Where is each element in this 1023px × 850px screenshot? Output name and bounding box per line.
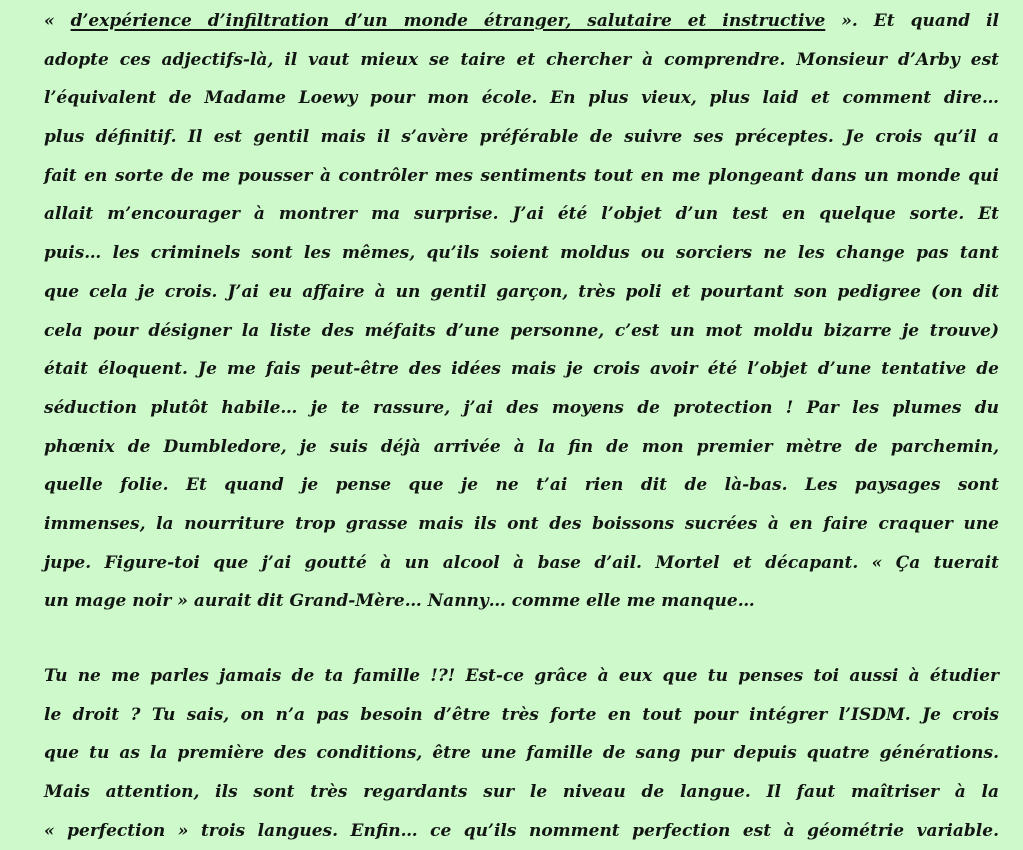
text-line: Mais attention, ils sont très regardants sur le niveau de langue. Il faut maîtriser à la [44,782,999,803]
text-line: l’équivalent de Madame Loewy pour mon école. En plus vieux, plus laid et comment dire… [44,88,999,109]
text-line: était éloquent. Je me fais peut-être des idées mais je crois avoir été l’objet d’une tentative de [44,359,999,380]
text-line: Tu ne me parles jamais de ta famille !?! Est-ce grâce à eux que tu penses toi aussi à étudier [44,666,999,686]
text-line: allait m’encourager à montrer ma surprise. J’ai été l’objet d’un test en quelque sorte. Et [44,204,999,225]
open-quote: « [44,11,71,31]
text-line: adopte ces adjectifs-là, il vaut mieux se taire et chercher à comprendre. Monsieur d’Arby est [44,49,999,70]
text-line: le droit ? Tu sais, on n’a pas besoin d’être très forte en tout pour intégrer l’ISDM. Je crois [44,704,999,725]
underlined-quotation: d’expérience d’infiltration d’un monde étranger, salutaire et instructive [70,11,826,31]
text-line: « perfection » trois langues. Enfin… ce qu’ils nomment perfection est à géométrie variable. [44,820,999,841]
text-line-last: un mage noir » aurait dit Grand-Mère… Nanny… comme elle me manque… [44,591,755,612]
text-line: puis… les criminels sont les mêmes, qu’ils soient moldus ou sorciers ne les change pas tant [44,243,999,264]
text-line: plus définitif. Il est gentil mais il s’avère préférable de suivre ses préceptes. Je crois qu’il a [44,127,999,148]
text-line: cela pour désigner la liste des méfaits d’une personne, c’est un mot moldu bizarre je trouve) [44,320,999,341]
text-line: que cela je crois. J’ai eu affaire à un gentil garçon, très poli et pourtant son pedigree (on dit [44,281,999,302]
first-line-rest: ». Et quand il [825,11,999,31]
text-line: fait en sorte de me pousser à contrôler mes sentiments tout en me plongeant dans un monde qui [44,165,999,186]
text-line: phœnix de Dumbledore, je suis déjà arrivée à la fin de mon premier mètre de parchemin, [44,436,999,457]
text-line: jupe. Figure-toi que j’ai goutté à un alcool à base d’ail. Mortel et décapant. « Ça tuerait [44,552,999,573]
text-line: que tu as la première des conditions, être une famille de sang pur depuis quatre générations. [44,743,999,764]
text-line: séduction plutôt habile… je te rassure, j’ai des moyens de protection ! Par les plumes du [44,397,999,418]
text-line: quelle folie. Et quand je pense que je ne t’ai rien dit de là-bas. Les paysages sont [44,475,999,496]
text-line [44,2,999,41]
paragraph-gap [44,621,999,657]
paragraph-1 [44,2,999,621]
text-line: immenses, la nourriture trop grasse mais ils ont des boissons sucrées à en faire craquer une [44,513,999,534]
paragraph-2 [44,657,999,850]
